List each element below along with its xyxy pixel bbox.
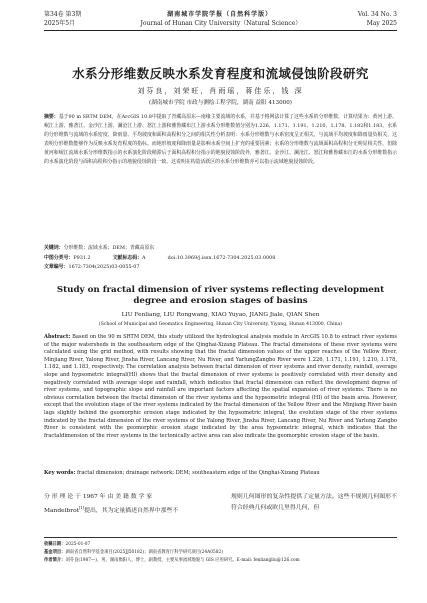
title-cn: 水系分形维数反映水系发育程度和流域侵蚀阶段研究 <box>72 66 369 81</box>
date-en: May 2025 <box>366 20 397 27</box>
abstract-cn <box>44 113 397 166</box>
authors-en: LIU Fenliang, LIU Rongwang, XIAO Yuyao, JIANG Jiale, QIAN Shen <box>121 312 320 318</box>
footnote-author: 作者简介：刘芬良(1987—)，男，湖南衡阳人，博士，副教授，主要从事流域地貌与 GIS 应用研究。E-mail: fenliangliu@126.com <box>44 557 300 563</box>
volume-issue-en: Vol. 34 No. 3 <box>357 11 397 18</box>
abstract-en-label: Abstract: <box>44 334 71 340</box>
abstract-en <box>44 334 397 440</box>
keywords-cn-label: 关键词： <box>44 245 64 251</box>
citation-ref: [1] <box>78 505 85 510</box>
date-cn: 2025年5月 <box>44 20 76 27</box>
title-en: Study on fractal dimension of river systems reflecting development degree and erosion stages of basins <box>56 285 385 306</box>
footnote-fund: 基金项目：湖南省自然科学基金项目(2025JJ50182)；湖南省教育厅科学研究项目(24A0582) <box>44 549 223 555</box>
header-rule <box>44 30 397 31</box>
abstract-cn-label: 摘要： <box>44 114 59 120</box>
keywords-en <box>44 470 397 478</box>
article-metadata <box>44 254 397 271</box>
doi: doi:10.3969/j.issn.1672-7304.2025.03.0008 <box>167 255 276 261</box>
keywords-cn-text: 分形维数；流域水系；DEM；青藏高原东 <box>63 245 155 251</box>
article-number: 文章编号：1672-7304(2025)03-0055-07 <box>44 263 140 270</box>
abstract-en-text: Based on the 90 m SRTM DEM, this study utilized the hydrological analysis module in ArcGIS 10.8 to extract river systems of the major watersheds in the southeastern edge of the Qinghai-Xizang Plateau. The fractal dimensions of these river systems were calculated using the grid method, with results showing that the fractal dimension values of the upper reaches of the Yellow River, Minjiang River, Yalong River, Jinsha River, Lancang River, Nu River, and YarlungZangbo River were 1.226, 1.171, 1.191, 1.210, 1.178, 1.182, and 1.183, respectively. The correlation analysis between fractal dimension of river systems and river density, rainfall, average slope and hypsometric integral(HI) shows that the fractal dimension of river systems is positively correlated with river density and negatively correlated with average slope and rainfall, which indicates that fractal dimension can reflect the development degree of river systems, and topographic slope and rainfall are important factors affecting the spatial expansion of river systems. There is no obvious correlation between the fractal dimension of the river systems and the hypsometric integral (HI) of the basin area. However, except that the evolution stage of the river systems indicated by the fractal dimension of the Yellow River and the Minjiang River basin lags slightly behind the geomorphic erosion stage indicated by the hypsometric integral, the evolution stage of the river systems indicated by the fractal dimension of the river systems of the Yalong River, Jinsha River, Lancang River, Nu River and Yarlung Zangbo River is consistent with the geomorphic erosion stage indicated by the area hypsometric integral, which indicates that the fractaldimension of the river systems in the tectonically active area can also indicate the geomorphic erosion stage of the basin. <box>44 334 397 439</box>
clc-number: 中图分类号：P931.2 <box>44 255 91 261</box>
journal-name-cn: 湖南城市学院学报（自然科学版） <box>167 11 273 18</box>
keywords-en-label: Key words: <box>44 470 76 476</box>
keywords-cn <box>44 244 397 252</box>
journal-header <box>44 10 397 31</box>
intro-left-column: 分 形 理 论 于 1967 年 由 美 籍 数 学 家 Mandelbrot[1]提出，其为定量描述自然界中那些不 <box>44 494 179 514</box>
journal-name-en: Journal of Hunan City University（Natural Science） <box>140 20 302 27</box>
volume-issue-cn: 第34卷 第3期 <box>44 11 82 18</box>
document-code: 文献标志码：A <box>112 255 146 261</box>
affiliation-cn: (湖南城市学院 市政与测绘工程学院，湖南 益阳 413000) <box>149 100 292 106</box>
intro-right-column: 规则几何图形的复杂性提供了定量方法。这些不规则几何图形不符合经典几何或欧几里得几何，但 <box>231 494 397 511</box>
affiliation-en: (School of Municipal and Geomatics Engineering, Hunan City University, Yiyang, Hunan 413000, China) <box>98 322 343 327</box>
abstract-cn-text: 基于90 m SRTM DEM，在ArcGIS 10.8中提取了青藏高原东—南缘主要流域的水系，并基于格网法计算了这些水系的分形维数，计算结果为：黄河上游、岷江上游、雅砻江、金沙江上游、澜沧江上游、怒江上游和雅鲁藏布江上游水系分形维数值分别为1.226、1.171、1.191、1.210、1.178、1.182和1.183。水系的分形维数与流域的水系密度、降雨量、平均坡度和面积高程积分之间的相关性分析表明：水系分形维数与水系密度呈正相关，与流域平均坡度和降雨量负相关，这表明分形维数能够作为反映水系发育程度的指标。而地形坡度和降雨量是影响水系空间上扩充的重要因素；水系的分形维数与流域面积高程积分无明显相关性，但除黄河和岷江流域水系分形维数指示的水系演化阶段稍滞后于面积高程积分指示的地貌侵蚀阶段外，雅砻江、金沙江、澜沧江、怒江和雅鲁藏布江的水系分形维数指示的水系演化阶段与面积高程积分指示的地貌侵蚀阶段一致，这说明在构造活跃区的水系分形维数亦可以指示流域地貌侵蚀阶段。 <box>44 114 397 165</box>
footnotes <box>44 537 397 565</box>
authors-cn: 刘芬良，刘荣旺，肖雨瑶，蒋佳乐，钱 深 <box>137 87 304 95</box>
footnote-received: 收稿日期：2025-01-07 <box>44 542 91 547</box>
keywords-en-text: fractal dimension; drainage network; DEM; southeastern edge of the Qinghai-Xizang Plateau <box>77 470 320 476</box>
